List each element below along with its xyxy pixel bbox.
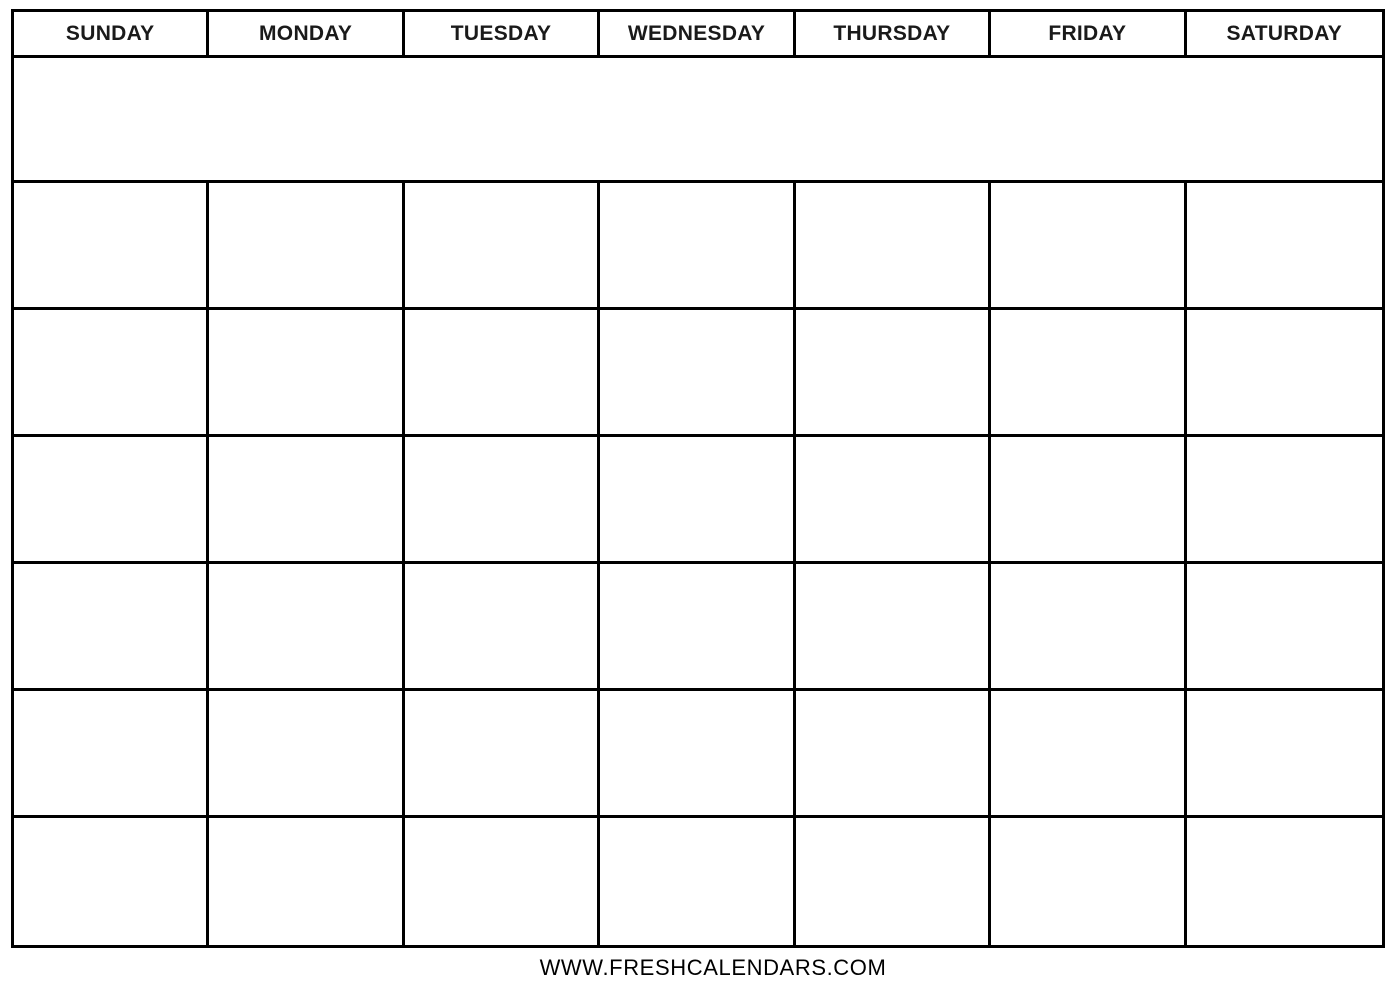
day-cell <box>209 818 404 945</box>
day-cell <box>991 183 1186 310</box>
day-cell <box>209 564 404 691</box>
day-cell <box>796 818 991 945</box>
day-cell <box>991 691 1186 818</box>
day-cell <box>14 818 209 945</box>
day-cell <box>209 691 404 818</box>
day-cell <box>1187 818 1382 945</box>
day-cell <box>405 310 600 437</box>
day-cell <box>14 564 209 691</box>
weekday-header-wednesday: WEDNESDAY <box>600 12 795 58</box>
day-cell <box>991 564 1186 691</box>
day-cell <box>405 818 600 945</box>
day-cell <box>600 691 795 818</box>
footer-url: WWW.FRESHCALENDARS.COM <box>539 955 887 980</box>
day-cell <box>796 691 991 818</box>
day-cell <box>600 310 795 437</box>
day-cell <box>1187 564 1382 691</box>
day-cell <box>796 310 991 437</box>
weekday-header-monday: MONDAY <box>209 12 404 58</box>
day-cell <box>600 564 795 691</box>
day-cell <box>405 564 600 691</box>
day-cell <box>991 310 1186 437</box>
day-cell <box>405 437 600 564</box>
day-cell <box>600 437 795 564</box>
day-cell <box>991 818 1186 945</box>
day-cell <box>600 183 795 310</box>
day-cell <box>14 437 209 564</box>
day-cell <box>1187 437 1382 564</box>
calendar-grid <box>11 9 1385 948</box>
day-cell <box>14 310 209 437</box>
day-cell <box>600 818 795 945</box>
day-cell <box>1187 691 1382 818</box>
weekday-header-thursday: THURSDAY <box>796 12 991 58</box>
day-cell <box>796 183 991 310</box>
weekday-header-tuesday: TUESDAY <box>405 12 600 58</box>
day-cell <box>1187 183 1382 310</box>
weekday-header-friday: FRIDAY <box>991 12 1186 58</box>
day-cell <box>1187 310 1382 437</box>
day-cell <box>209 310 404 437</box>
day-cell <box>405 183 600 310</box>
day-cell <box>14 691 209 818</box>
day-cell <box>209 183 404 310</box>
weekday-header-sunday: SUNDAY <box>14 12 209 58</box>
weekday-header-saturday: SATURDAY <box>1187 12 1382 58</box>
day-cell <box>796 437 991 564</box>
month-title-area <box>14 58 1382 183</box>
day-cell <box>405 691 600 818</box>
day-cell <box>991 437 1186 564</box>
day-cell <box>796 564 991 691</box>
day-cell <box>209 437 404 564</box>
day-cell <box>14 183 209 310</box>
